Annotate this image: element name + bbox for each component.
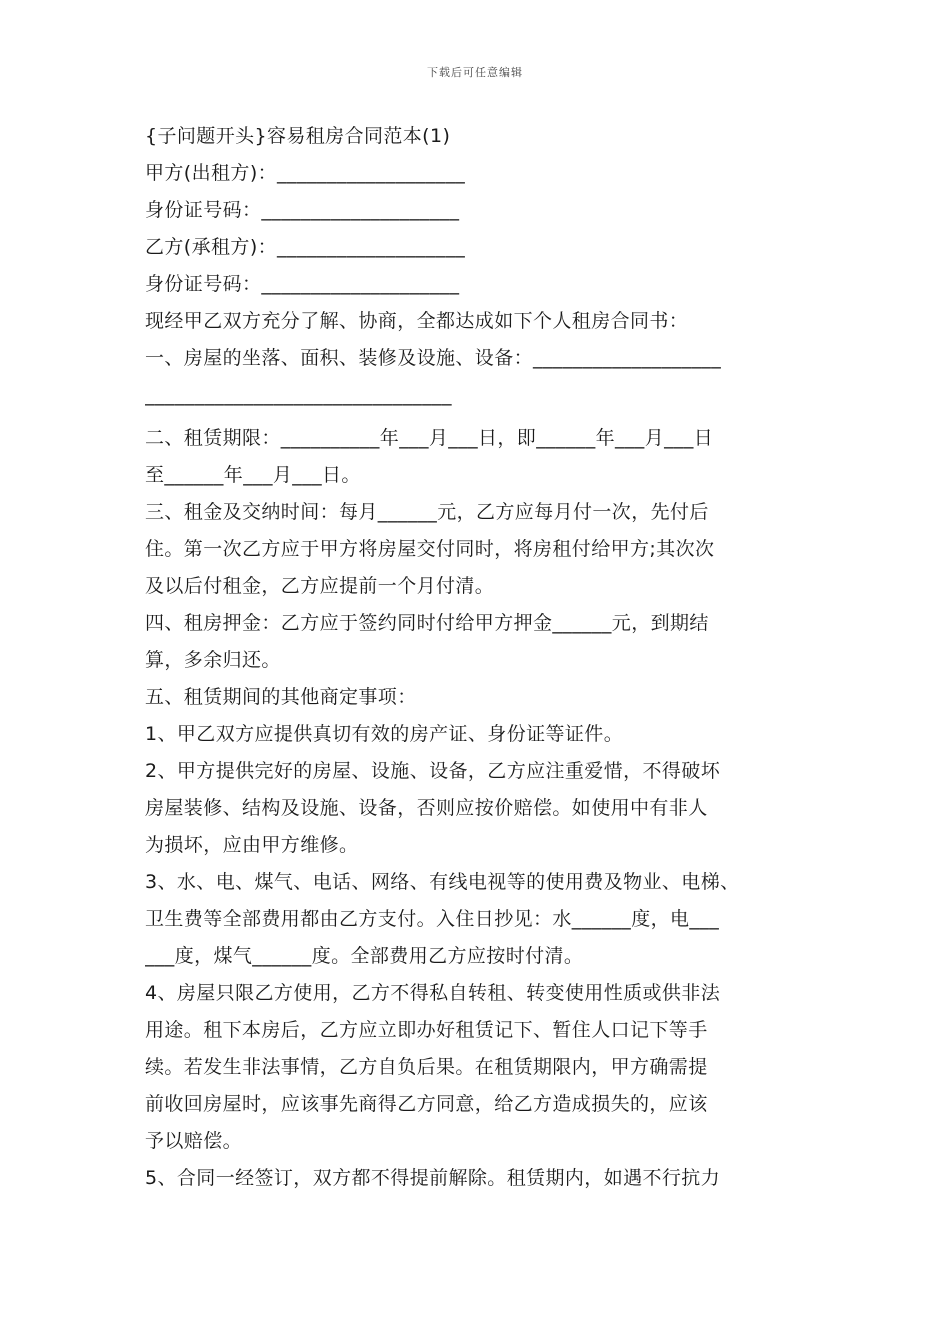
clause-3-line-cont: 住。第一次乙方应于甲方将房屋交付同时，将房租付给甲方;其次次 — [145, 538, 715, 560]
party-b-line: 乙方(承租方)：___________________ — [145, 236, 466, 258]
contract-body — [145, 118, 813, 1197]
clause-4-line: 四、租房押金：乙方应于签约同时付给甲方押金______元，到期结 — [145, 612, 709, 634]
clause-5-heading: 五、租赁期间的其他商定事项： — [145, 686, 417, 708]
clause-3-line: 三、租金及交纳时间：每月______元，乙方应每月付一次，先付后 — [145, 501, 709, 523]
item-4-line: 4、房屋只限乙方使用，乙方不得私自转租、转变使用性质或供非法 — [145, 982, 721, 1004]
item-4-line-cont-3: 前收回房屋时，应该事先商得乙方同意，给乙方造成损失的，应该 — [145, 1093, 708, 1115]
preamble-line: 现经甲乙双方充分了解、协商，全都达成如下个人租房合同书： — [145, 310, 689, 332]
clause-2-line-cont: 至______年___月___日。 — [145, 464, 361, 486]
item-2-line-end: 为损坏，应由甲方维修。 — [145, 834, 359, 856]
party-a-id-line: 身份证号码：____________________ — [145, 199, 460, 221]
item-4-line-cont-1: 用途。租下本房后，乙方应立即办好租赁记下、暂住人口记下等手 — [145, 1019, 708, 1041]
item-3-line-cont: 卫生费等全部费用都由乙方支付。入住日抄见：水______度，电___ — [145, 908, 720, 930]
contract-title: {子问题开头}容易租房合同范本(1) — [145, 125, 451, 147]
clause-4-line-end: 算，多余归还。 — [145, 649, 281, 671]
party-a-line: 甲方(出租方)：___________________ — [145, 162, 466, 184]
item-1-line: 1、甲乙双方应提供真切有效的房产证、身份证等证件。 — [145, 723, 624, 745]
page-header-note: 下载后可任意编辑 — [427, 66, 523, 79]
clause-3-line-end: 及以后付租金，乙方应提前一个月付清。 — [145, 575, 495, 597]
item-5-line: 5、合同一经签订，双方都不得提前解除。租赁期内，如遇不行抗力 — [145, 1167, 721, 1189]
item-4-line-end: 予以赔偿。 — [145, 1130, 243, 1152]
clause-1-line: 一、房屋的坐落、面积、装修及设施、设备：___________________ — [145, 347, 722, 369]
item-3-line-end: ___度，煤气______度。全部费用乙方应按时付清。 — [145, 945, 584, 967]
item-4-line-cont-2: 续。若发生非法事情，乙方自负后果。在租赁期限内，甲方确需提 — [145, 1056, 708, 1078]
item-3-line: 3、水、电、煤气、电话、网络、有线电视等的使用费及物业、电梯、 — [145, 871, 740, 893]
item-2-line: 2、甲方提供完好的房屋、设施、设备，乙方应注重爱惜，不得破坏 — [145, 760, 721, 782]
clause-1-blank-line: _______________________________ — [145, 384, 452, 406]
party-b-id-line: 身份证号码：____________________ — [145, 273, 460, 295]
clause-2-line: 二、租赁期限：__________年___月___日，即______年___月___日 — [145, 427, 714, 449]
item-2-line-cont: 房屋装修、结构及设施、设备，否则应按价赔偿。如使用中有非人 — [145, 797, 708, 819]
